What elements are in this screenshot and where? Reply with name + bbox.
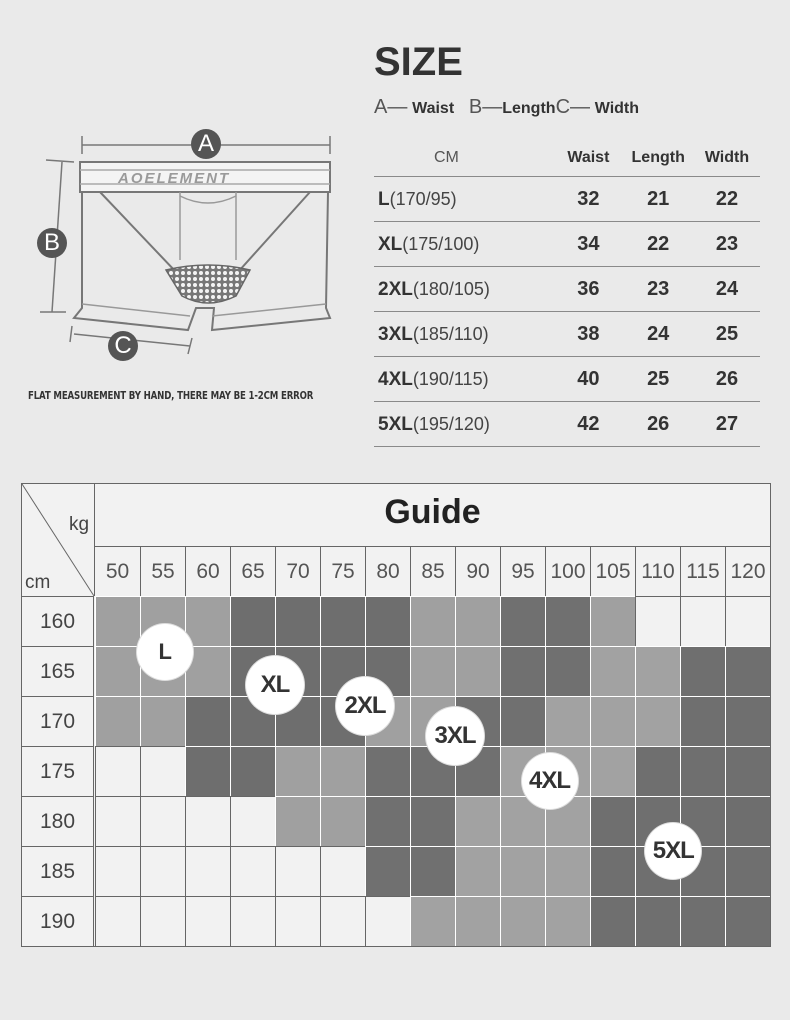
waist-value: 42 (554, 402, 622, 447)
grid-cell (365, 746, 410, 796)
grid-cell (725, 696, 770, 746)
width-value: 22 (694, 177, 760, 222)
weight-header-75: 75 (320, 546, 365, 596)
waist-value: 32 (554, 177, 622, 222)
grid-cell (680, 646, 725, 696)
table-row (374, 402, 760, 447)
grid-cell (635, 646, 680, 696)
grid-cell (95, 696, 140, 746)
grid-cell (590, 696, 635, 746)
grid-cell (455, 896, 500, 946)
grid-cell (95, 596, 140, 646)
grid-cell (635, 596, 680, 646)
length-value: 26 (622, 402, 694, 447)
waist-header: Waist (567, 149, 610, 166)
grid-cell (230, 896, 275, 946)
dimension-c-label: C (108, 331, 138, 361)
grid-cell (680, 746, 725, 796)
grid-cell (365, 796, 410, 846)
legend-width: Width (594, 100, 640, 117)
size-badge-xl: XL (246, 656, 304, 714)
grid-cell (95, 646, 140, 696)
size-cell: 3XL(185/110) (374, 312, 554, 357)
grid-cell (545, 596, 590, 646)
weight-header-55: 55 (140, 546, 185, 596)
length-value: 25 (622, 357, 694, 402)
grid-cell (455, 646, 500, 696)
weight-header-65: 65 (230, 546, 275, 596)
width-value: 27 (694, 402, 760, 447)
weight-header-50: 50 (105, 560, 130, 583)
grid-cell (455, 846, 500, 896)
waist-value: 36 (554, 267, 622, 312)
size-table-header (374, 140, 760, 177)
grid-cell (725, 896, 770, 946)
grid-cell (230, 796, 275, 846)
weight-header-80: 80 (365, 546, 410, 596)
size-badge-2xl: 2XL (336, 677, 394, 735)
weight-header-60: 60 (185, 546, 230, 596)
waist-value: 40 (554, 357, 622, 402)
grid-cell (500, 646, 545, 696)
weight-header-120: 120 (725, 546, 770, 596)
width-value: 26 (694, 357, 760, 402)
length-value: 21 (622, 177, 694, 222)
grid-cell (95, 796, 140, 846)
grid-cell (230, 596, 275, 646)
grid-cell (275, 746, 320, 796)
grid-cell (95, 846, 140, 896)
grid-cell (365, 896, 410, 946)
width-header: Width (704, 149, 750, 166)
grid-cell (455, 796, 500, 846)
grid-cell (140, 696, 185, 746)
grid-cell (185, 696, 230, 746)
width-value: 24 (694, 267, 760, 312)
grid-cell (545, 696, 590, 746)
width-value: 25 (694, 312, 760, 357)
grid-cell (320, 596, 365, 646)
table-row (374, 177, 760, 222)
size-cell: XL(175/100) (374, 222, 554, 267)
grid-cell (230, 746, 275, 796)
grid-cell (185, 846, 230, 896)
grid-cell (500, 846, 545, 896)
grid-cell (680, 696, 725, 746)
size-title: SIZE (374, 40, 463, 84)
grid-cell (320, 746, 365, 796)
grid-cell (635, 746, 680, 796)
grid-cell (590, 846, 635, 896)
grid-cell (725, 846, 770, 896)
grid-cell (680, 596, 725, 646)
weight-header-85: 85 (410, 546, 455, 596)
width-value: 23 (694, 222, 760, 267)
legend-waist: Waist (412, 100, 455, 117)
weight-header-110: 110 (635, 546, 680, 596)
height-unit-label: cm (25, 572, 51, 593)
weight-header-95: 95 (500, 546, 545, 596)
measurement-note: FLAT MEASUREMENT BY HAND, THERE MAY BE 1-2CM ERROR (28, 390, 314, 402)
grid-cell (725, 646, 770, 696)
grid-cell (275, 846, 320, 896)
grid-cell (590, 796, 635, 846)
grid-cell (95, 746, 140, 796)
dimension-b-label: B (37, 228, 67, 258)
size-badge-4xl: 4XL (522, 753, 578, 809)
garment-diagram (0, 0, 370, 420)
waist-value: 34 (554, 222, 622, 267)
grid-cell (590, 896, 635, 946)
dimension-legend (374, 96, 639, 119)
length-value: 22 (622, 222, 694, 267)
grid-cell (725, 746, 770, 796)
grid-cell (545, 896, 590, 946)
grid-cell (590, 646, 635, 696)
unit-header: CM (434, 149, 459, 166)
grid-cell (500, 596, 545, 646)
height-header-170: 170 (22, 696, 94, 746)
weight-header-100: 100 (545, 546, 590, 596)
grid-cell (725, 596, 770, 646)
grid-cell (545, 646, 590, 696)
size-badge-l: L (137, 624, 193, 680)
table-row (374, 267, 760, 312)
grid-cell (275, 596, 320, 646)
weight-header-105: 105 (590, 546, 635, 596)
legend-b: B— (468, 96, 503, 118)
size-cell: L(170/95) (374, 177, 554, 222)
waist-value: 38 (554, 312, 622, 357)
brand-logo (118, 170, 230, 187)
grid-cell (500, 896, 545, 946)
boxer-brief-illustration (0, 0, 370, 380)
grid-cell (320, 896, 365, 946)
grid-cell (320, 796, 365, 846)
grid-cell (725, 796, 770, 846)
height-header-160: 160 (22, 596, 94, 646)
grid-cell (365, 596, 410, 646)
size-table (374, 140, 760, 447)
grid-cell (410, 796, 455, 846)
length-header: Length (631, 149, 685, 166)
size-cell: 2XL(180/105) (374, 267, 554, 312)
height-header-180: 180 (22, 796, 94, 846)
grid-cell (635, 696, 680, 746)
grid-cell (320, 846, 365, 896)
grid-cell (140, 896, 185, 946)
grid-cell (185, 796, 230, 846)
legend-a: A— (374, 96, 408, 118)
grid-cell (545, 846, 590, 896)
grid-cell (635, 896, 680, 946)
grid-cell (590, 746, 635, 796)
grid-cell (140, 846, 185, 896)
grid-cell (410, 596, 455, 646)
grid-cell (185, 746, 230, 796)
grid-cell (140, 746, 185, 796)
weight-header-115: 115 (680, 546, 725, 596)
grid-cell (410, 646, 455, 696)
table-row (374, 357, 760, 402)
size-cell: 5XL(195/120) (374, 402, 554, 447)
grid-cell (185, 596, 230, 646)
grid-cell (185, 896, 230, 946)
grid-cell (455, 596, 500, 646)
grid-cell (500, 696, 545, 746)
weight-header-70: 70 (275, 546, 320, 596)
grid-cell (410, 896, 455, 946)
dimension-a-label: A (191, 129, 221, 159)
height-header-165: 165 (22, 646, 94, 696)
legend-length: Length (502, 100, 556, 117)
length-value: 23 (622, 267, 694, 312)
grid-cell (140, 796, 185, 846)
brand-text: AOELEMENT (118, 170, 231, 187)
height-header-185: 185 (22, 846, 94, 896)
guide-title: Guide (95, 484, 770, 547)
grid-cell (275, 896, 320, 946)
length-value: 24 (622, 312, 694, 357)
legend-c: C— (555, 96, 591, 118)
grid-cell (95, 896, 140, 946)
size-badge-5xl: 5XL (645, 823, 701, 879)
size-guide-grid (21, 483, 771, 947)
table-row (374, 312, 760, 357)
size-badge-3xl: 3XL (426, 707, 484, 765)
height-header-175: 175 (22, 746, 94, 796)
grid-cell (365, 846, 410, 896)
grid-cell (410, 846, 455, 896)
grid-cell (275, 796, 320, 846)
grid-cell (230, 846, 275, 896)
height-header-190: 190 (22, 896, 94, 946)
table-row (374, 222, 760, 267)
grid-cell (590, 596, 635, 646)
size-cell: 4XL(190/115) (374, 357, 554, 402)
grid-cell (680, 896, 725, 946)
weight-header-90: 90 (455, 546, 500, 596)
weight-unit-label: kg (69, 514, 90, 535)
